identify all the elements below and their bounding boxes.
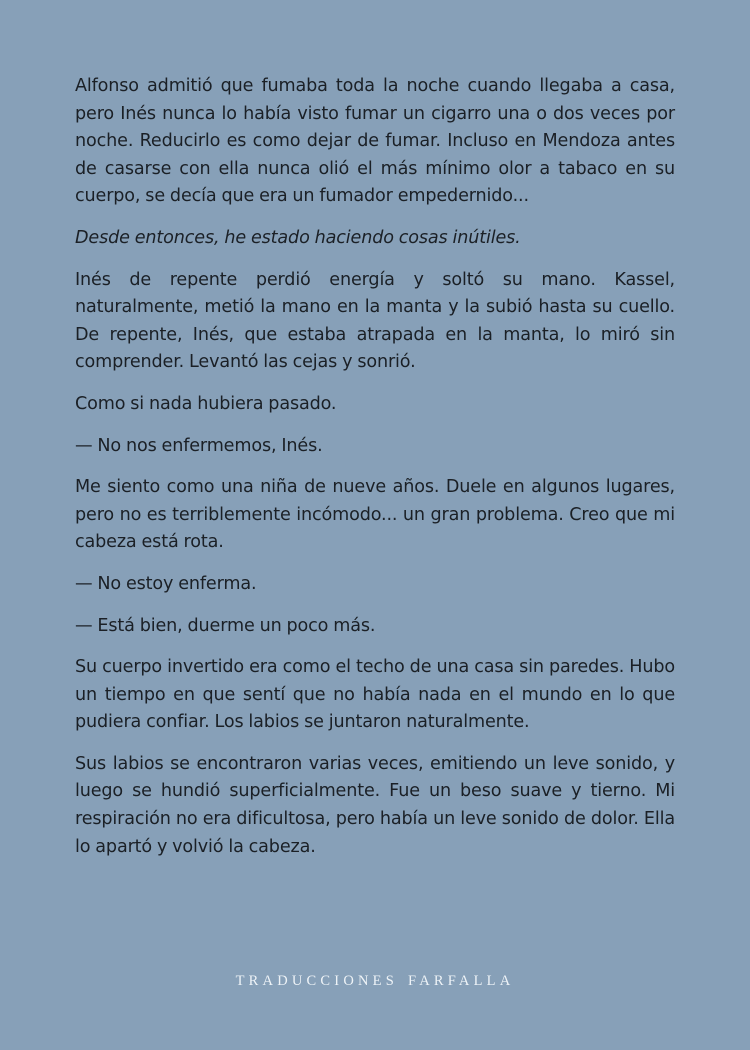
paragraph-9: Su cuerpo invertido era como el techo de una casa sin paredes. Hubo un tiempo en que sentí que no había nada en el mundo en lo que pudiera confiar. Los labios se juntaron naturalmente. — [75, 657, 675, 733]
footer-word-1: TRADUCCIONES — [235, 973, 398, 989]
dialogue-line-3: — Está bien, duerme un poco más. — [75, 615, 376, 636]
footer-word-2: FARFALLA — [408, 973, 515, 989]
paragraph-3: Inés de repente perdió energía y soltó su mano. Kassel, naturalmente, metió la mano en la manta y la subió hasta su cuello. De repente, Inés, que estaba atrapada en la manta, lo miró sin comprender. Levantó las cejas y sonrió. — [75, 269, 675, 373]
paragraph-10: Sus labios se encontraron varias veces, emitiendo un leve sonido, y luego se hundió superficialmente. Fue un beso suave y tierno. Mi respiración no era dificultosa, pero había un leve sonido de dolor. Ella lo apartó y volvió la cabeza. — [75, 753, 675, 857]
dialogue-line-2: — No estoy enferma. — [75, 573, 257, 594]
paragraph-6: Me siento como una niña de nueve años. Duele en algunos lugares, pero no es terriblemente incómodo... un gran problema. Creo que mi cabeza está rota. — [75, 477, 675, 553]
paragraph-4: Como si nada hubiera pasado. — [75, 393, 337, 414]
paragraph-1: Alfonso admitió que fumaba toda la noche cuando llegaba a casa, pero Inés nunca lo había visto fumar un cigarro una o dos veces por noche. Reducirlo es como dejar de fumar. Incluso en Mendoza antes de casarse con ella nunca olió el más mínimo olor a tabaco en su cuerpo, se decía que era un fumador empedernido... — [75, 76, 675, 207]
publisher-footer — [0, 973, 750, 990]
body-text — [75, 73, 675, 875]
paragraph-italic-thought: Desde entonces, he estado haciendo cosas inútiles. — [75, 227, 521, 248]
dialogue-line-1: — No nos enfermemos, Inés. — [75, 435, 323, 456]
